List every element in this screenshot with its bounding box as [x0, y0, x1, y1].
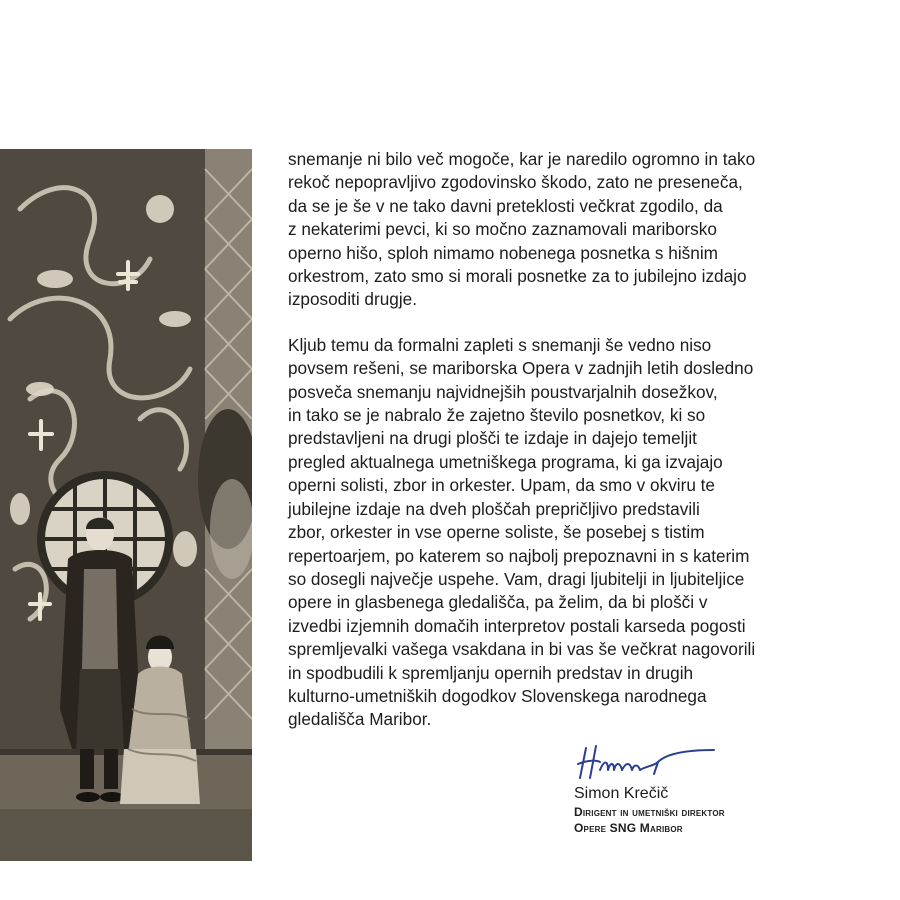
body-text [288, 148, 878, 732]
opera-stage-photo [0, 149, 252, 861]
stage-photo-illustration [0, 149, 252, 861]
paragraph-1: snemanje ni bilo več mogoče, kar je naredilo ogromno in tako rekoč nepopravljivo zgodovinsko škodo, zato ne preseneča, da se je še v ne tako davni preteklosti večkrat zgodilo, da z nekaterimi pevci, ki so močno zaznamovali mariborsko operno hišo, sploh nimamo nobenega posnetka s hišnim orkestrom, zato smo si morali posnetke za to jubilejno izdajo izposoditi drugje. [288, 149, 756, 310]
handwritten-signature [574, 740, 724, 784]
signature-block [574, 740, 874, 836]
signatory-title: Dirigent in umetniški direktor [574, 805, 725, 819]
signatory-name: Simon Krečič [574, 785, 669, 802]
paragraph-2: Kljub temu da formalni zapleti s snemanji še vedno niso povsem rešeni, se mariborska Opera v zadnjih letih dosledno posveča snemanju najvidnejših poustvarjalnih dosežkov, in tako se je nabralo že zajetno število posnetkov, ki so predstavljeni na drugi plošči te izdaje in dajejo temeljit pregled aktualnega umetniškega programa, ki ga izvajajo operni solisti, zbor in orkester. Upam, da smo v okviru te jubilejne izdaje na dveh ploščah prepričljivo predstavili zbor, orkester in vse operne soliste, še posebej s tistim repertoarjem, po katerem so najbolj prepoznavni in s katerim so dosegli največje uspehe. Vam, dragi ljubitelji in ljubiteljice opere in glasbenega gledališča, pa želim, da bi plošči v izvedbi izjemnih domačih interpretov postali karseda pogosti spremljevalki vašega vsakdana in bi vas še večkrat nagovorili in spodbudili k spremljanju opernih predstav in drugih kulturno-umetniških dogodkov Slovenskega narodnega gledališča Maribor. [288, 334, 756, 730]
signatory-institution: Opere SNG Maribor [574, 821, 683, 835]
